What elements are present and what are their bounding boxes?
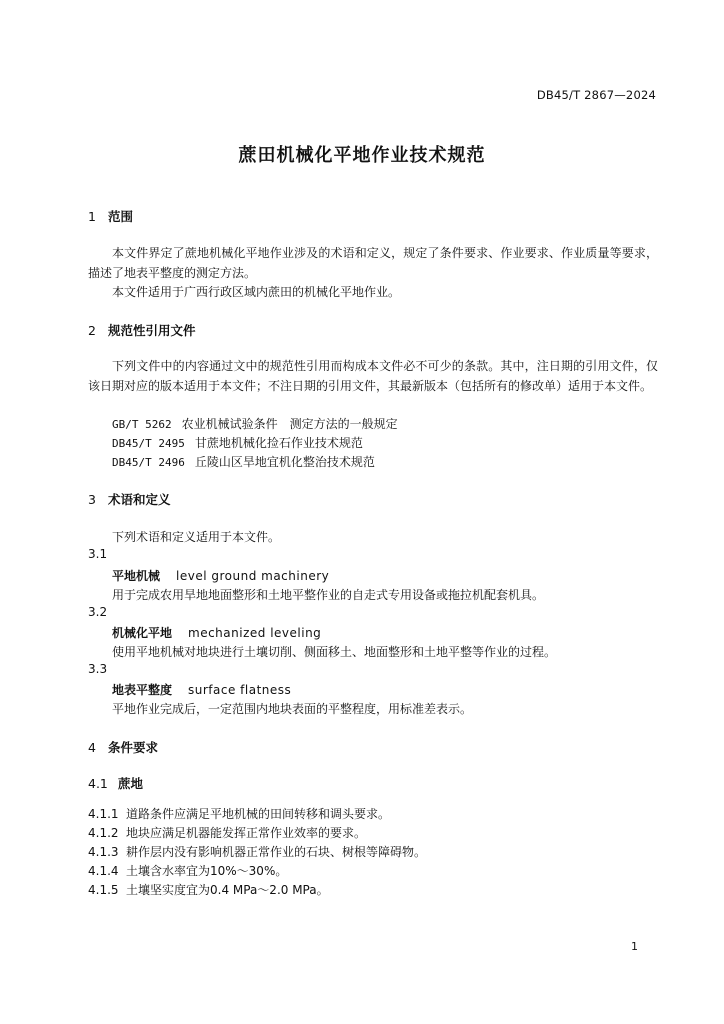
- clause-item: [88, 881, 329, 898]
- reference-code: DB45/T 2495: [112, 437, 185, 450]
- clause-item: [88, 805, 390, 822]
- section-4-heading: [88, 738, 158, 756]
- term-chinese: 机械化平地: [112, 626, 173, 640]
- clause-text: 地块应满足机器能发挥正常作业效率的要求。: [126, 826, 367, 840]
- reference-code: GB/T 5262: [112, 418, 172, 431]
- term-english: surface flatness: [188, 683, 292, 697]
- clause-item: [88, 843, 426, 860]
- section-title: 条件要求: [108, 740, 159, 755]
- term-number: 3.2: [88, 605, 108, 619]
- clause-number: 4.1.4: [88, 864, 119, 878]
- section-number: 3: [88, 492, 96, 507]
- section-title: 术语和定义: [108, 492, 171, 507]
- clause-text: 耕作层内没有影响机器正常作业的石块、树根等障碍物。: [126, 845, 427, 859]
- term-entry: [112, 567, 329, 584]
- subsection-4-1-heading: [88, 774, 143, 792]
- clause-number: 4.1.5: [88, 883, 119, 897]
- term-english: level ground machinery: [176, 569, 330, 583]
- subsection-number: 4.1: [88, 776, 108, 791]
- reference-item: [112, 434, 363, 451]
- section-2-heading: [88, 321, 196, 339]
- section-1-paragraph-1: 本文件界定了蔗地机械化平地作业涉及的术语和定义，规定了条件要求、作业要求、作业质量等要求，描述了地表平整度的测定方法。: [88, 246, 658, 280]
- section-3-heading: [88, 490, 171, 508]
- reference-item: [112, 453, 375, 470]
- clause-number: 4.1.3: [88, 845, 119, 859]
- clause-number: 4.1.1: [88, 807, 119, 821]
- clause-text: 土壤含水率宜为10%～30%。: [126, 864, 288, 878]
- term-entry: [112, 624, 321, 641]
- term-definition: 使用平地机械对地块进行土壤切削、侧面移土、地面整形和土地平整等作业的过程。: [112, 645, 557, 659]
- document-title: 蔗田机械化平地作业技术规范: [238, 145, 486, 166]
- clause-item: [88, 862, 287, 879]
- term-chinese: 地表平整度: [112, 683, 173, 697]
- reference-title: 丘陵山区旱地宜机化整治技术规范: [194, 455, 375, 469]
- section-title: 范围: [108, 209, 134, 224]
- term-definition: 用于完成农用旱地地面整形和土地平整作业的自走式专用设备或拖拉机配套机具。: [112, 588, 545, 602]
- clause-number: 4.1.2: [88, 826, 119, 840]
- term-entry: [112, 681, 291, 698]
- term-definition: 平地作业完成后，一定范围内地块表面的平整程度，用标准差表示。: [112, 702, 473, 716]
- clause-item: [88, 824, 366, 841]
- reference-code: DB45/T 2496: [112, 456, 185, 469]
- section-3-intro: 下列术语和定义适用于本文件。: [112, 530, 281, 544]
- section-title: 规范性引用文件: [108, 323, 196, 338]
- page-number: 1: [631, 940, 638, 953]
- section-2-paragraph-1: 下列文件中的内容通过文中的规范性引用而构成本文件必不可少的条款。其中，注日期的引用文件，仅该日期对应的版本适用于本文件；不注日期的引用文件，其最新版本（包括所有的修改单）适用于本文件。: [88, 359, 658, 393]
- clause-text: 土壤坚实度宜为0.4 MPa～2.0 MPa。: [126, 883, 329, 897]
- reference-title: 甘蔗地机械化捡石作业技术规范: [194, 436, 363, 450]
- term-english: mechanized leveling: [188, 626, 322, 640]
- document-code: DB45/T 2867—2024: [536, 88, 656, 102]
- section-1-paragraph-2: 本文件适用于广西行政区域内蔗田的机械化平地作业。: [112, 285, 401, 299]
- term-chinese: 平地机械: [112, 569, 161, 583]
- term-number: 3.1: [88, 547, 108, 561]
- section-number: 1: [88, 209, 96, 224]
- term-number: 3.3: [88, 662, 108, 676]
- section-1-heading: [88, 207, 133, 225]
- reference-item: [112, 415, 398, 432]
- section-number: 4: [88, 740, 96, 755]
- section-number: 2: [88, 323, 96, 338]
- subsection-title: 蔗地: [118, 776, 144, 791]
- clause-text: 道路条件应满足平地机械的田间转移和调头要求。: [126, 807, 391, 821]
- reference-title: 农业机械试验条件 测定方法的一般规定: [181, 417, 398, 431]
